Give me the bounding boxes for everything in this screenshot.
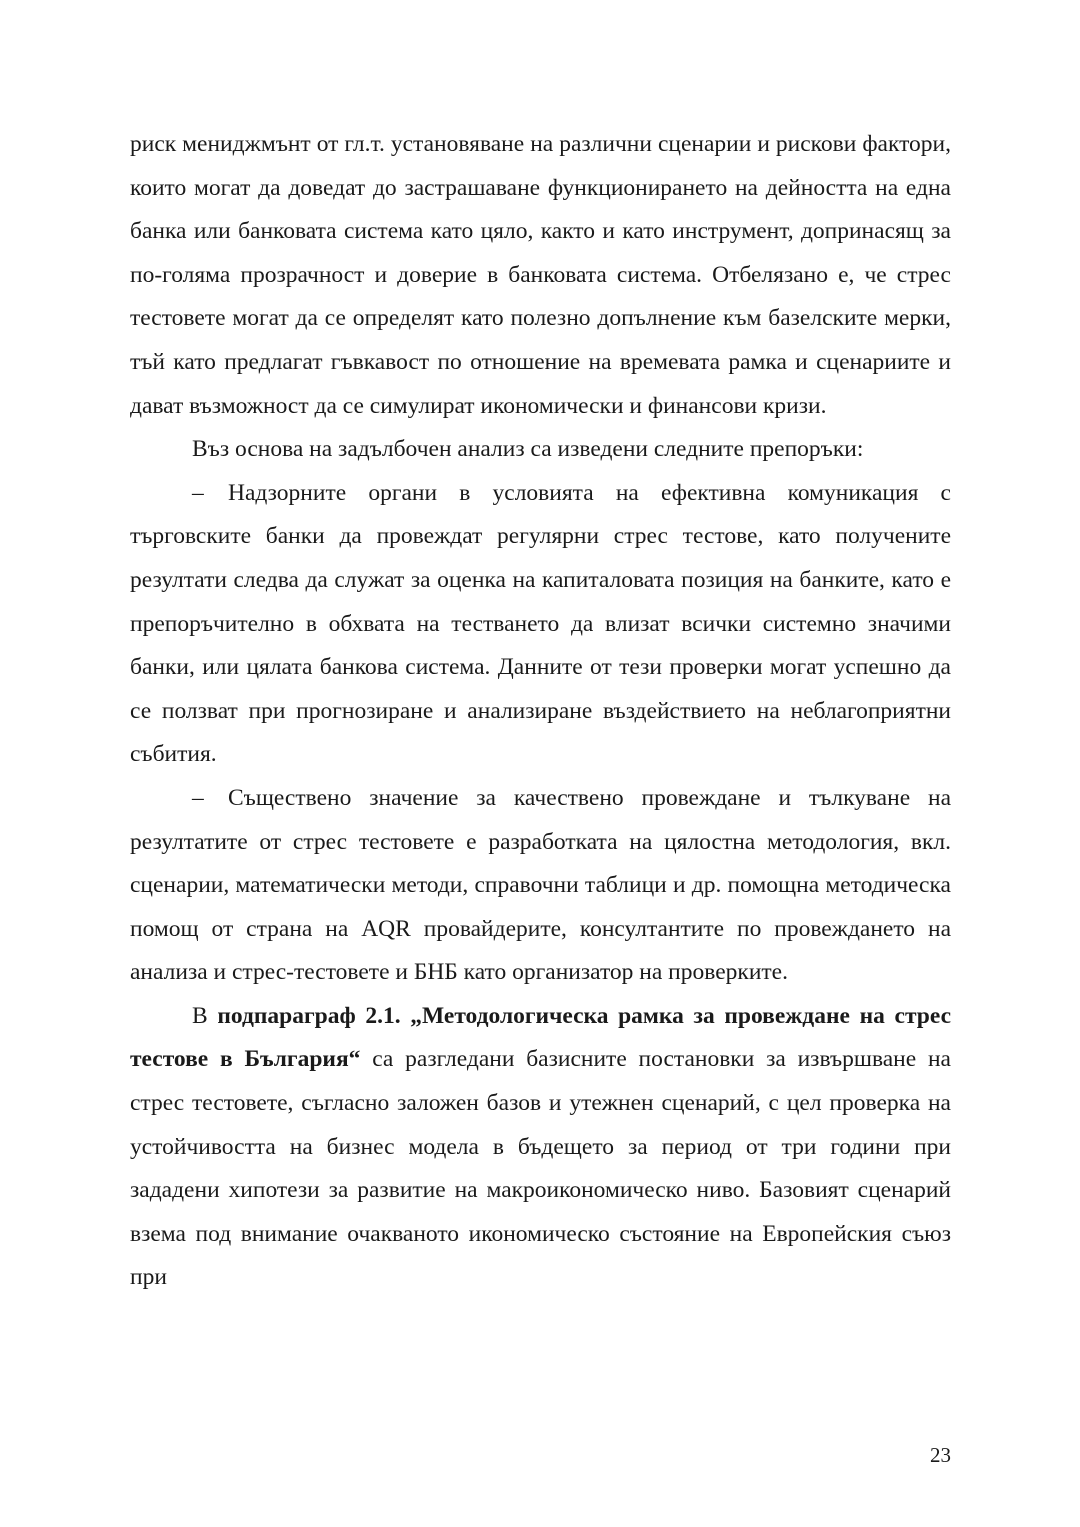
page-number: 23 [930, 1443, 951, 1467]
paragraph-risk-management: риск мениджмънт от гл.т. установяване на различни сценарии и рискови фактори, които могат да доведат до застрашаване функционирането на дейността на една банка или банковата система като цяло, както и като инструмент, допринасящ за по-голяма прозрачност и доверие в банковата система. Отбелязано е, че стрес тестовете могат да се определят като полезно допълнение към базелските мерки, тъй като предлагат гъвкавост по отношение на времевата рамка и сценариите и дават възможност да се симулират икономически и финансови кризи. [130, 131, 951, 419]
subsection-title: подпараграф 2.1. „Методологическа рамка за провеждане на стрес тестове в България“ [130, 1002, 951, 1073]
recommendation-text: Съществено значение за качествено провеждане и тълкуване на резултатите от стрес тестовете е разработката на цялостна методология, вкл. сценарии, математически методи, справочни таблици и др. помощна методическа помощ от страна на AQR провайдерите, консултантите по провеждането на анализа и стрес-тестовете и БНБ като организатор на проверките. [130, 784, 951, 986]
dash-bullet-icon: – [192, 784, 204, 811]
recommendation-item-methodology [130, 777, 951, 995]
paragraph-recommendations-intro: Въз основа на задълбочен анализ са изведени следните препоръки: [192, 436, 864, 463]
paragraph-lead-text: В [192, 1002, 218, 1029]
recommendation-text: Надзорните органи в условията на ефективна комуникация с търговските банки да провеждат регулярни стрес тестове, като получените резултати следва да служат за оценка на капиталовата позиция на банките, като е препоръчително в обхвата на тестването да влизат всички системно значими банки, или цялата банкова система. Данните от тези проверки могат успешно да се ползват при прогнозиране и анализиране въздействието на неблагоприятни събития. [130, 479, 951, 768]
paragraph-body-text: са разгледани базисните постановки за извършване на стрес тестовете, съгласно заложен базов и утежнен сценарий, с цел проверка на устойчивостта на бизнес модела в бъдещето за период от три години при зададени хипотези за развитие на макроикономическо ниво. Базовият сценарий взема под внимание очакваното икономическо състояние на Европейския съюз при [130, 1046, 951, 1291]
dash-bullet-icon: – [192, 479, 204, 506]
document-body [130, 123, 951, 1300]
recommendation-item-supervisory [130, 472, 951, 777]
paragraph-subsection-2-1 [130, 995, 951, 1300]
